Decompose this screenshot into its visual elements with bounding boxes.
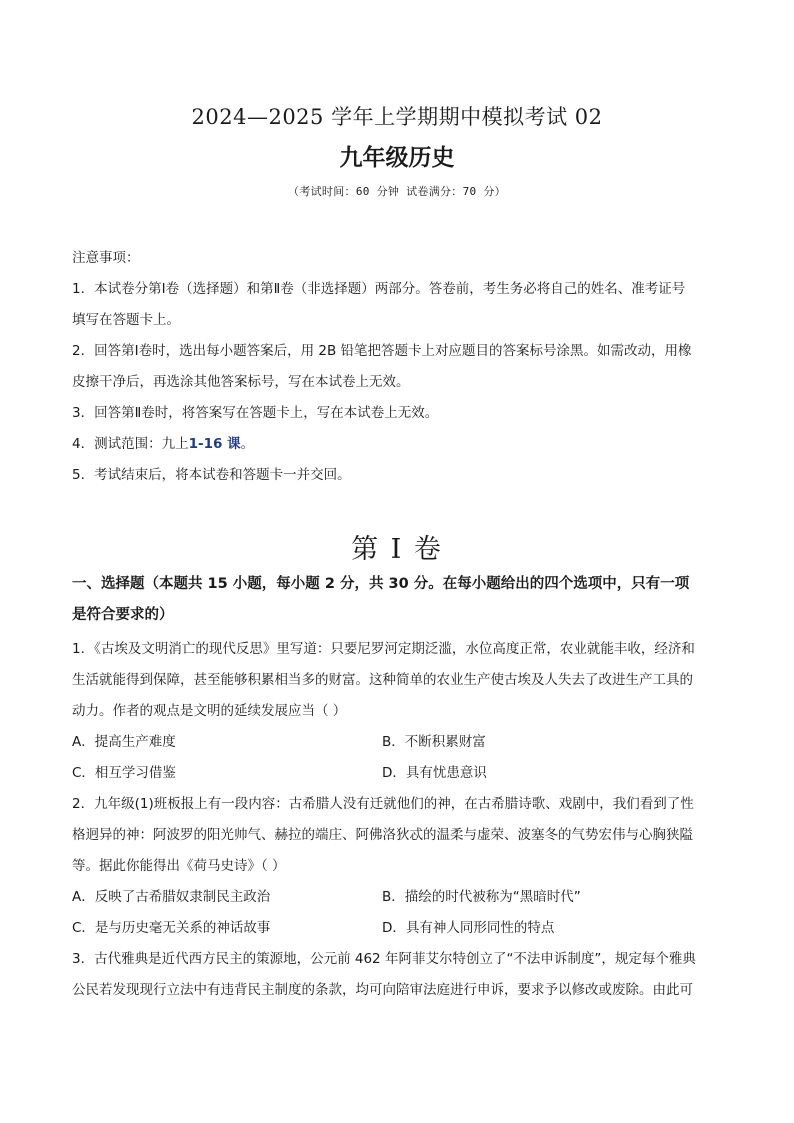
note-line: 皮擦干净后，再选涂其他答案标号，写在本试卷上无效。 <box>72 374 410 390</box>
notes-heading: 注意事项： <box>72 250 140 266</box>
question-1-line: 1．《古埃及文明消亡的现代反思》里写道：只要尼罗河定期泛滥，水位高度正常，农业就能丰收，经济和 <box>72 641 695 657</box>
section-heading-line: 一、选择题（本题共 15 小题，每小题 2 分，共 30 分。在每小题给出的四个选项中，只有一项 <box>72 576 690 592</box>
question-1-options-row <box>72 758 724 789</box>
part-title: 第 I 卷 <box>351 534 443 565</box>
section-heading-line: 是符合要求的） <box>72 607 174 623</box>
question-2-options-row <box>72 913 724 944</box>
question-2-option-c: C．是与历史毫无关系的神话故事 <box>72 920 271 936</box>
note-item-4 <box>72 429 724 460</box>
note-line: 1．本试卷分第Ⅰ卷（选择题）和第Ⅱ卷（非选择题）两部分。答卷前，考生务必将自己的姓名、准考证号 <box>72 281 686 297</box>
question-1-option-c: C．相互学习借鉴 <box>72 765 176 781</box>
question-1-option-a: A．提高生产难度 <box>72 734 176 750</box>
question-1-option-b: B．不断积累财富 <box>382 734 486 750</box>
question-3-line: 公民若发现现行立法中有违背民主制度的条款，均可向陪审法庭进行申诉，要求予以修改或废除。由此可 <box>72 982 693 998</box>
note-item-4-prefix: 4．测试范围：九上 <box>72 436 189 452</box>
question-1-options-row <box>72 727 724 758</box>
question-2-line: 2．九年级(1)班板报上有一段内容：古希腊人没有迁就他们的神，在古希腊诗歌、戏剧中，我们看到了性 <box>72 796 694 812</box>
question-1-option-d: D．具有忧患意识 <box>382 765 487 781</box>
note-item-4-suffix: 。 <box>240 436 255 452</box>
note-line: 2．回答第Ⅰ卷时，选出每小题答案后，用 2B 铅笔把答题卡上对应题目的答案标号涂黑。如需改动，用橡 <box>72 343 692 359</box>
exam-subtitle: 九年级历史 <box>339 144 455 171</box>
test-range-highlight: 1-16 课 <box>188 436 241 452</box>
exam-info: （考试时间：60 分钟 试卷满分：70 分） <box>288 185 506 198</box>
question-2-line: 等。据此你能得出《荷马史诗》（ ） <box>72 858 286 874</box>
question-2-option-b: B．描绘的时代被称为“黑暗时代” <box>382 889 581 905</box>
question-2-options-row <box>72 882 724 913</box>
question-1-line: 动力。作者的观点是文明的延续发展应当（ ） <box>72 703 347 719</box>
question-1-line: 生活就能得到保障，甚至能够积累相当多的财富。这种简单的农业生产使古埃及人失去了改进生产工具的 <box>72 672 693 688</box>
note-item-5: 5．考试结束后，将本试卷和答题卡一并交回。 <box>72 467 351 483</box>
question-3-line: 3．古代雅典是近代西方民主的策源地，公元前 462 年阿菲艾尔特创立了“不法申诉制度”，规定每个雅典 <box>72 951 696 967</box>
note-line: 3．回答第Ⅱ卷时，将答案写在答题卡上，写在本试卷上无效。 <box>72 405 439 421</box>
exam-title: 2024—2025 学年上学期期中模拟考试 02 <box>191 105 603 129</box>
question-2-option-a: A．反映了古希腊奴隶制民主政治 <box>72 889 271 905</box>
question-2-option-d: D．具有神人同形同性的特点 <box>382 920 555 936</box>
questions-list <box>72 634 724 1006</box>
question-2-line: 格迥异的神：阿波罗的阳光帅气、赫拉的端庄、阿佛洛狄忒的温柔与虚荣、波塞冬的气势宏伟与心胸狭隘 <box>72 827 693 843</box>
notes-section <box>72 243 724 491</box>
section-heading <box>72 569 724 631</box>
note-line: 填写在答题卡上。 <box>72 312 180 328</box>
